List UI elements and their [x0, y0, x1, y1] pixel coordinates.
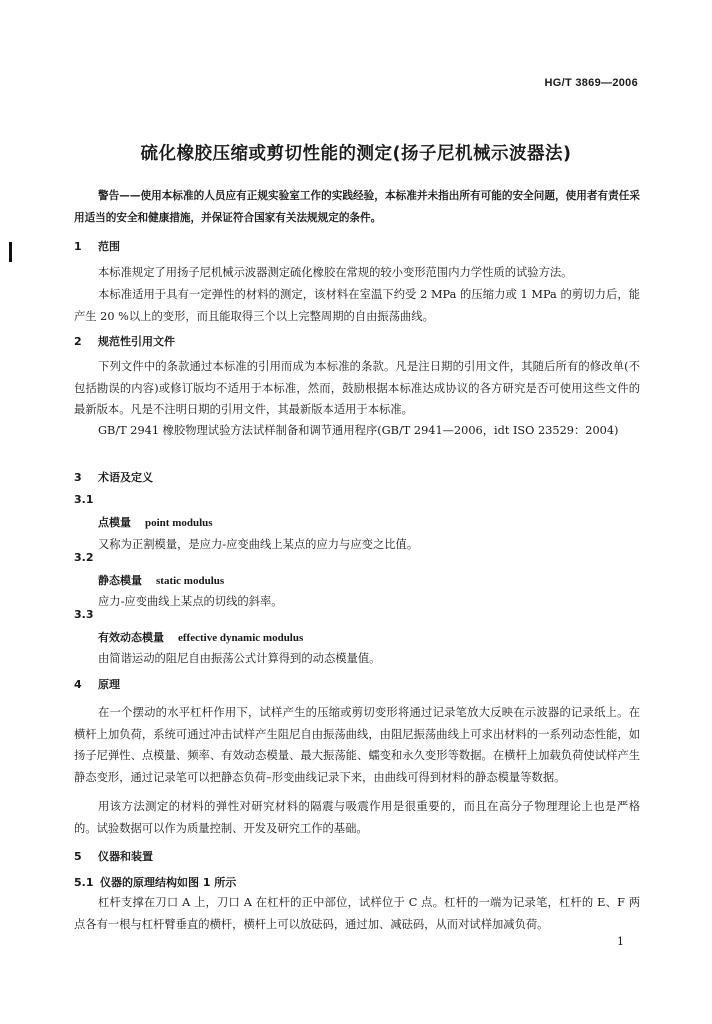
scope-paragraph-1: 本标准规定了用扬子尼机械示波器测定硫化橡胶在常规的较小变形范围内力学性质的试验方法。 [98, 266, 573, 279]
warning-paragraph: 警告——使用本标准的人员应有正规实验室工作的实践经验，本标准并未指出所有可能的安全问题，使用者有责任采用适当的安全和健康措施，并保证符合国家有关法规规定的条件。 [74, 190, 640, 224]
term-zh: 有效动态模量 [98, 631, 164, 644]
scope-paragraph-2: 本标准适用于具有一定弹性的材料的测定，该材料在室温下约受 2 MPa 的压缩力或 1 MPa 的剪切力后，能产生 20 %以上的变形，而且能取得三个以上完整周期的自由振荡曲线。 [74, 288, 640, 323]
section-title: 仪器和装置 [98, 850, 153, 863]
principle-paragraph-2: 用该方法测定的材料的弹性对研究材料的隔震与吸震作用是很重要的，而且在高分子物理理论上也是严格的。试验数据可以作为质量控制、开发及研究工作的基础。 [74, 800, 640, 835]
section-1-heading [74, 238, 120, 254]
section-number: 5 [74, 850, 82, 863]
term-3-1-definition: 又称为正割模量，是应力-应变曲线上某点的应力与应变之比值。 [98, 538, 419, 551]
term-3-3 [98, 629, 303, 645]
term-3-2-definition: 应力-应变曲线上某点的切线的斜率。 [98, 595, 283, 608]
section-title: 术语及定义 [98, 471, 153, 484]
section-number: 2 [74, 335, 82, 348]
section-number: 3 [74, 471, 82, 484]
subsection-title: 仪器的原理结构如图 1 所示 [100, 876, 237, 889]
subsection-5-1-heading [74, 874, 236, 890]
term-3-3-definition: 由简谐运动的阻尼自由振荡公式计算得到的动态模量值。 [98, 652, 381, 665]
document-title: 硫化橡胶压缩或剪切性能的测定(扬子尼机械示波器法) [140, 144, 572, 164]
section-4-heading [74, 676, 120, 692]
section-number: 4 [74, 678, 82, 691]
term-en: effective dynamic modulus [178, 632, 304, 644]
section-2-heading [74, 333, 175, 349]
term-zh: 静态模量 [98, 574, 142, 587]
term-en: point modulus [145, 517, 213, 529]
subsection-number: 5.1 [74, 876, 94, 889]
reference-gbt-2941: GB/T 2941 橡胶物理试验方法试样制备和调节通用程序(GB/T 2941—2006，idt ISO 23529：2004) [98, 424, 619, 437]
principle-paragraph-1: 在一个摆动的水平杠杆作用下，试样产生的压缩或剪切变形将通过记录笔放大反映在示波器的记录纸上。在横杆上加负荷，系统可通过冲击试样产生阻尼自由振荡曲线，由阻尼振荡曲线上可求出材料的一系列动态性能，如扬子尼弹性、点模量、频率、有效动态模量、最大振荡能、蠕变和永久变形等数据。在横杆上加载负荷使试样产生静态变形，通过记录笔可以把静态负荷–形变曲线记录下来，由曲线可得到材料的静态模量等数据。 [74, 706, 640, 784]
term-3-3-number: 3.3 [74, 608, 94, 621]
term-3-1-number: 3.1 [74, 493, 94, 506]
scan-margin-mark [9, 242, 12, 262]
term-3-1 [98, 514, 213, 530]
section-5-heading [74, 848, 153, 864]
references-paragraph: 下列文件中的条款通过本标准的引用而成为本标准的条款。凡是注日期的引用文件，其随后所有的修改单(不包括勘误的内容)或修订版均不适用于本标准，然而，鼓励根据本标准达成协议的各方研究是否可使用这些文件的最新版本。凡是不注明日期的引用文件，其最新版本适用于本标准。 [74, 360, 640, 416]
apparatus-paragraph: 杠杆支撑在刀口 A 上，刀口 A 在杠杆的正中部位，试样位于 C 点。杠杆的一端为记录笔，杠杆的 E、F 两点各有一根与杠杆臂垂直的横杆，横杆上可以放砝码，通过加、减砝码，从而对试样加减负荷。 [74, 896, 640, 931]
section-3-heading [74, 469, 153, 485]
term-en: static modulus [156, 575, 225, 587]
section-title: 范围 [98, 240, 120, 253]
term-3-2 [98, 572, 224, 588]
page-number: 1 [617, 935, 624, 948]
section-title: 原理 [98, 678, 120, 691]
term-3-2-number: 3.2 [74, 551, 94, 564]
standard-number: HG/T 3869—2006 [544, 77, 638, 89]
section-title: 规范性引用文件 [98, 335, 175, 348]
section-number: 1 [74, 240, 82, 253]
term-zh: 点模量 [98, 516, 131, 529]
